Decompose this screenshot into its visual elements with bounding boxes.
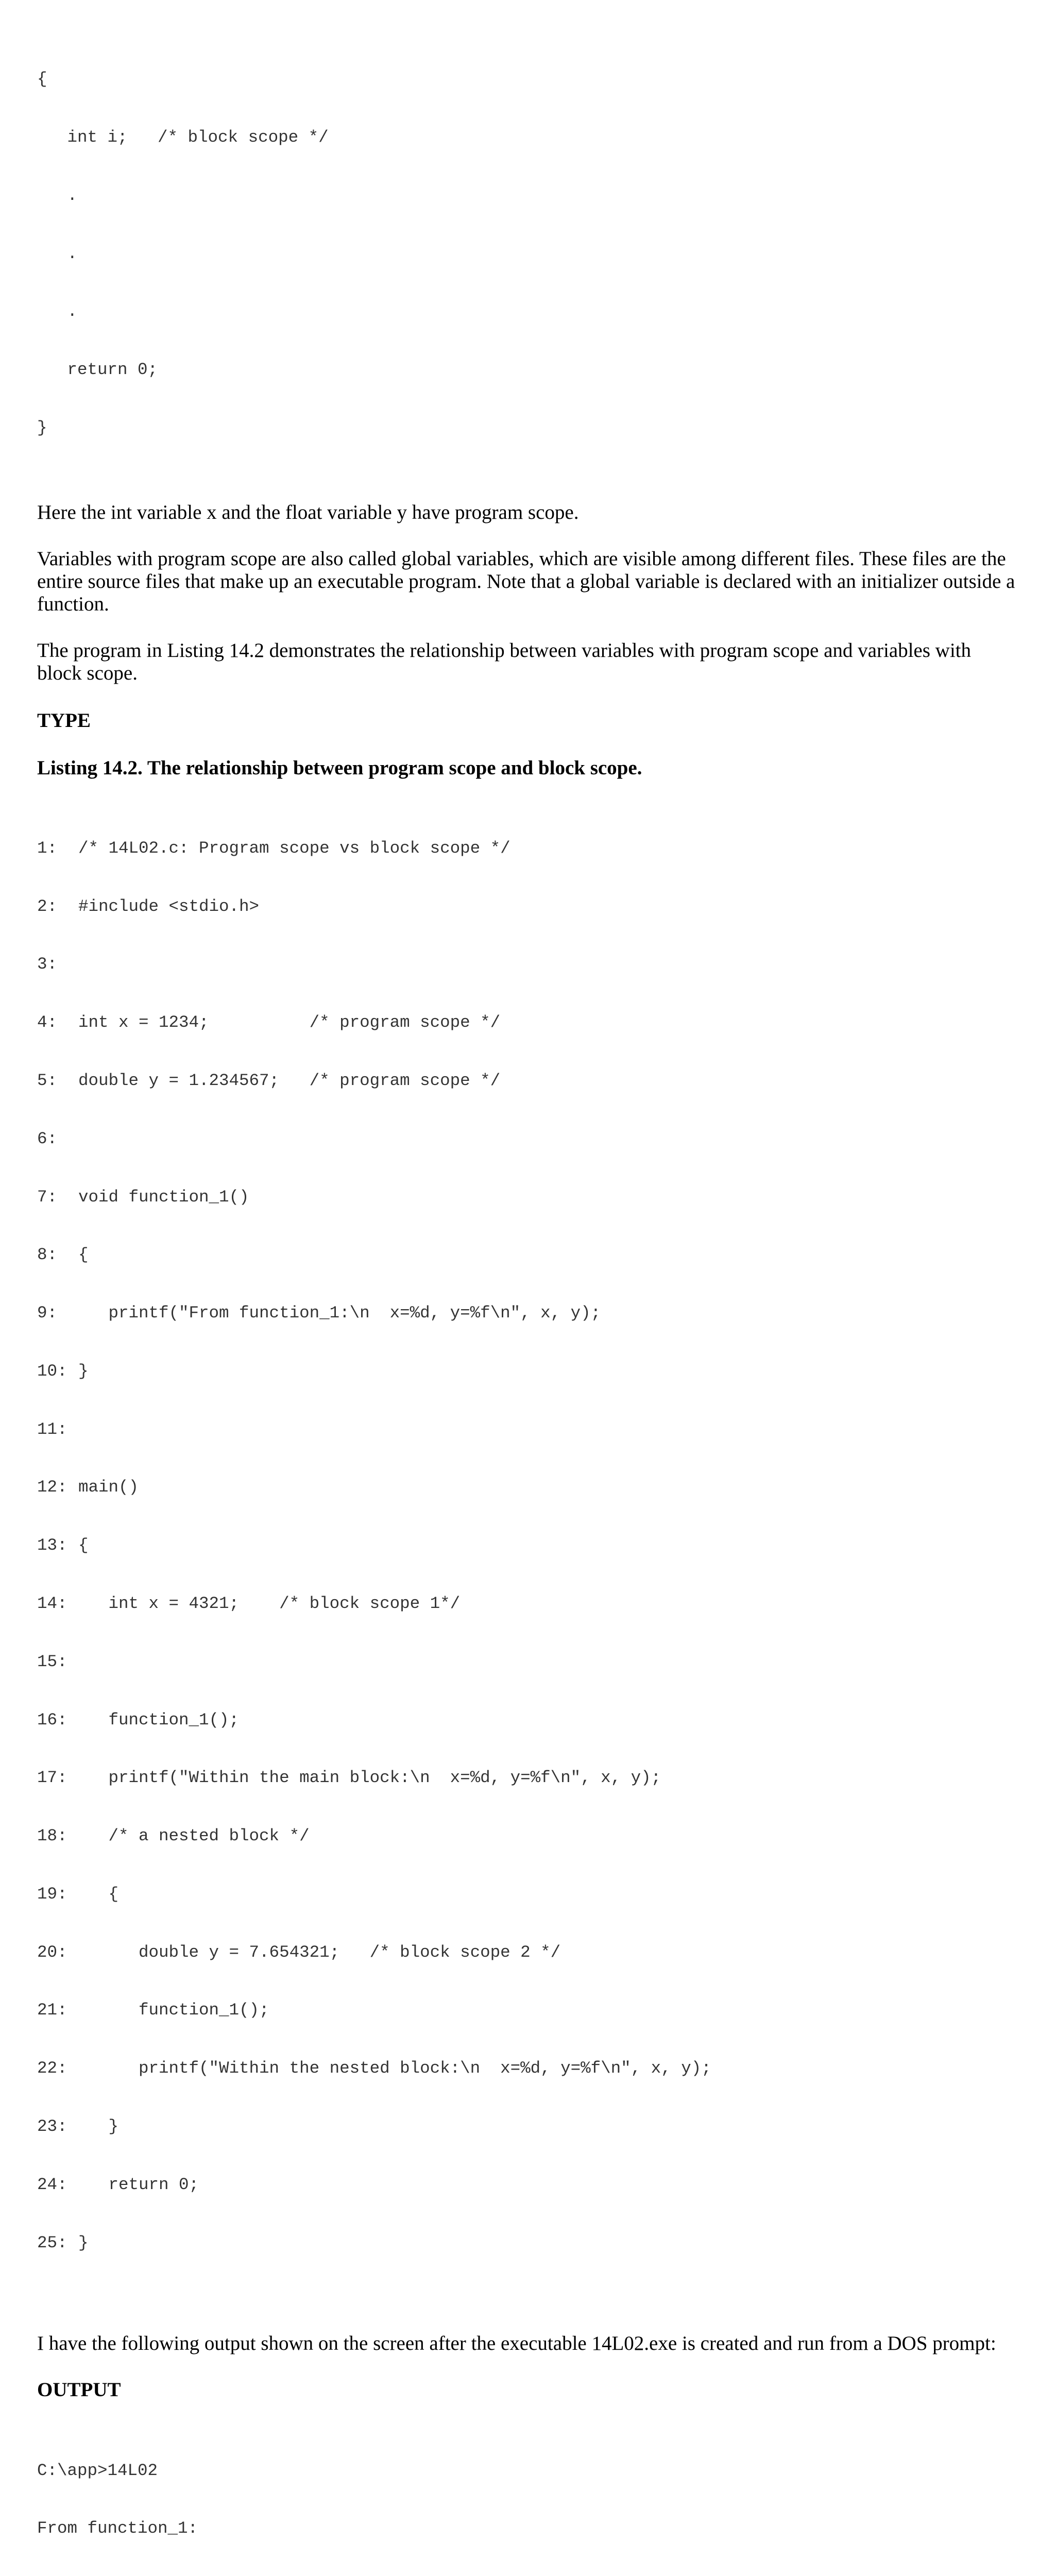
line-number: 14: [37, 1594, 67, 1613]
paragraph-global-variables: Variables with program scope are also called global variables, which are visible among different files. These files are the entire source files that make up an executable program. Note that a global variable is declared with an initializer outside a function. [37, 547, 1015, 615]
line-number: 12: [37, 1478, 67, 1497]
line-code: return 0; [78, 2175, 199, 2194]
line-code: #include <stdio.h> [78, 896, 260, 916]
listing-line [37, 1710, 1016, 1730]
listing-line [37, 2117, 1016, 2137]
line-number: 25: [37, 2233, 67, 2252]
line-code: /* 14L02.c: Program scope vs block scope */ [78, 838, 511, 858]
listing-line [37, 1885, 1016, 1904]
listing-line [37, 2059, 1016, 2078]
line-code: { [78, 1884, 119, 1904]
line-number: 2: [37, 896, 58, 916]
line-number: 18: [37, 1826, 67, 1846]
line-code: printf("Within the nested block:\n x=%d, y=%f\n", x, y); [78, 2059, 711, 2078]
listing-line [37, 839, 1016, 858]
line-code: /* a nested block */ [78, 1826, 310, 1846]
listing-line [37, 1826, 1016, 1846]
line-code: } [78, 2233, 89, 2252]
listing-line [37, 2001, 1016, 2020]
line-number: 21: [37, 2001, 67, 2020]
line-number: 9: [37, 1303, 58, 1323]
listing-line [37, 1071, 1016, 1091]
listing-line [37, 1478, 1016, 1497]
line-code: { [78, 1536, 89, 1555]
line-number: 11: [37, 1419, 67, 1439]
line-code: function_1(); [78, 2001, 269, 2020]
listing-line [37, 1594, 1016, 1614]
listing-line [37, 1188, 1016, 1207]
line-number: 7: [37, 1187, 58, 1207]
line-code: function_1(); [78, 1710, 240, 1730]
listing-line [37, 1420, 1016, 1439]
output-heading: OUTPUT [37, 2379, 121, 2401]
line-number: 13: [37, 1536, 67, 1555]
document-page [37, 31, 1016, 2576]
listing-line [37, 2233, 1016, 2253]
code-line: . [37, 244, 78, 263]
line-code: double y = 7.654321; /* block scope 2 */ [78, 1942, 561, 1962]
line-code: } [78, 2117, 119, 2137]
line-code: printf("From function_1:\n x=%d, y=%f\n", x, y); [78, 1303, 601, 1323]
line-number: 24: [37, 2175, 67, 2194]
line-number: 5: [37, 1071, 58, 1090]
output-line: C:\app>14L02 [37, 2461, 158, 2480]
code-line: } [37, 418, 47, 437]
line-code: main() [78, 1478, 139, 1497]
paragraph-listing-intro: The program in Listing 14.2 demonstrates the relationship between variables with program scope and variables with block scope. [37, 639, 972, 684]
line-number: 15: [37, 1652, 67, 1671]
listing-line [37, 1768, 1016, 1788]
listing-title: Listing 14.2. The relationship between program scope and block scope. [37, 756, 642, 779]
line-code: printf("Within the main block:\n x=%d, y=%f\n", x, y); [78, 1768, 661, 1788]
code-line: . [37, 302, 78, 321]
code-line: int i; /* block scope */ [37, 127, 329, 147]
listing-line [37, 1362, 1016, 1381]
listing-line [37, 2175, 1016, 2195]
listing-line [37, 1303, 1016, 1323]
line-code: void function_1() [78, 1187, 249, 1207]
line-number: 6: [37, 1129, 58, 1148]
listing-line [37, 1536, 1016, 1555]
listing-line [37, 1652, 1016, 1672]
paragraph-output-intro: I have the following output shown on the screen after the executable 14L02.exe is created and run from a DOS prompt: [37, 2332, 996, 2355]
listing-line [37, 1245, 1016, 1265]
line-number: 20: [37, 1942, 67, 1962]
listing-line [37, 955, 1016, 974]
type-heading: TYPE [37, 709, 91, 732]
line-number: 16: [37, 1710, 67, 1730]
code-line: { [37, 70, 47, 89]
line-number: 3: [37, 955, 58, 974]
paragraph-program-scope: Here the int variable x and the float variable y have program scope. [37, 501, 579, 523]
line-number: 23: [37, 2117, 67, 2137]
line-number: 8: [37, 1245, 58, 1265]
line-code: { [78, 1245, 89, 1265]
listing-line [37, 1013, 1016, 1032]
code-line: . [37, 185, 78, 205]
line-number: 10: [37, 1361, 67, 1381]
line-number: 4: [37, 1013, 58, 1032]
output-code-block [37, 2422, 1016, 2576]
line-number: 22: [37, 2059, 67, 2078]
line-code: int x = 4321; /* block scope 1*/ [78, 1594, 461, 1613]
listing-line [37, 897, 1016, 917]
line-number: 1: [37, 838, 58, 858]
listing-line [37, 1129, 1016, 1149]
output-line: From function_1: [37, 2519, 198, 2538]
top-code-block [37, 31, 1016, 477]
code-line: return 0; [37, 360, 158, 380]
line-code: double y = 1.234567; /* program scope */ [78, 1071, 501, 1090]
line-number: 17: [37, 1768, 67, 1788]
listing-line [37, 1943, 1016, 1962]
line-code: } [78, 1361, 89, 1381]
listing-code-block [37, 800, 1016, 2292]
line-code: int x = 1234; /* program scope */ [78, 1013, 501, 1032]
line-number: 19: [37, 1884, 67, 1904]
